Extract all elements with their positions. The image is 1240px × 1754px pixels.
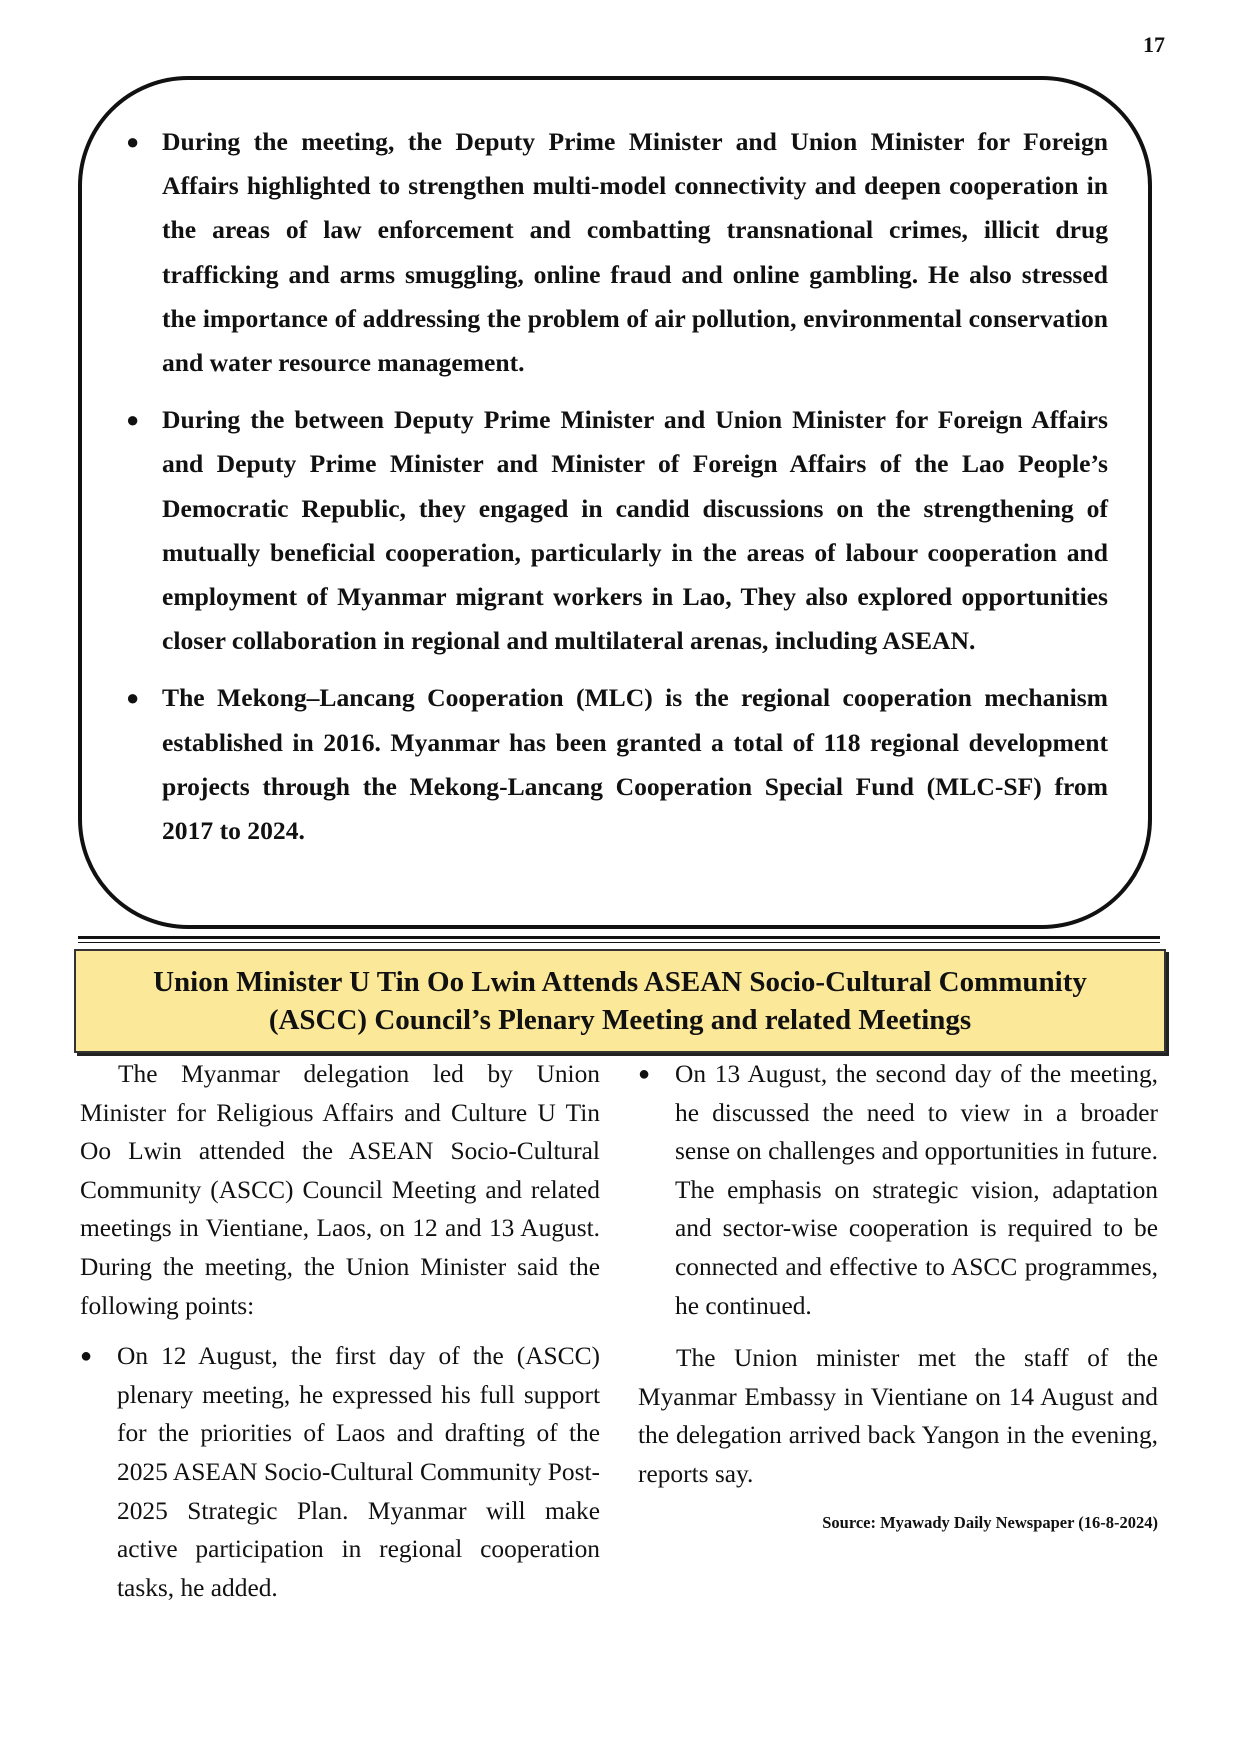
bullet-icon: ●	[80, 1345, 93, 1368]
article-intro: The Myanmar delegation led by Union Minister for Religious Affairs and Culture U Tin Oo Lwin attended the ASEAN Socio-Cultural Community (ASCC) Council Meeting and related meetings in Vientiane, Laos, on 12 and 13 August. During the meeting, the Union Minister said the following points:	[80, 1060, 600, 1320]
list-item	[126, 398, 1108, 663]
highlight-text: During the between Deputy Prime Minister and Union Minister for Foreign Affairs and Deputy Prime Minister and Minister of Foreign Affairs of the Lao People’s Democratic Republic, they engaged in candid discussions on the strengthening of mutually beneficial cooperation, particularly in the areas of labour cooperation and employment of Myanmar migrant workers in Lao, They also explored opportunities closer collaboration in regional and multilateral arenas, including ASEAN.	[162, 405, 1108, 656]
article-title: Union Minister U Tin Oo Lwin Attends ASEAN Socio-Cultural Community (ASCC) Council’s Plenary Meeting and related Meetings	[153, 966, 1087, 1036]
article-point: On 12 August, the first day of the (ASCC) plenary meeting, he expressed his full support for the priorities of Laos and drafting of the 2025 ASEAN Socio-Cultural Community Post-2025 Strategic Plan. Myanmar will make active participation in regional cooperation tasks, he added.	[117, 1342, 600, 1602]
divider	[78, 936, 1160, 943]
article-heading-box	[74, 949, 1166, 1053]
article-source: Source: Myawady Daily Newspaper (16-8-2024)	[822, 1512, 1158, 1532]
page-number: 17	[1143, 32, 1165, 57]
article-points-right	[638, 1055, 1158, 1325]
bullet-icon: ●	[126, 407, 140, 433]
bullet-icon: ●	[126, 685, 140, 711]
highlight-text: During the meeting, the Deputy Prime Minister and Union Minister for Foreign Affairs highlighted to strengthen multi-model connectivity and deepen cooperation in the areas of law enforcement and combatting transnational crimes, illicit drug trafficking and arms smuggling, online fraud and online gambling. He also stressed the importance of addressing the problem of air pollution, environmental conservation and water resource management.	[162, 127, 1108, 378]
list-item	[80, 1337, 600, 1607]
list-item	[126, 120, 1108, 385]
article-column-left	[80, 1055, 600, 1621]
list-item	[638, 1055, 1158, 1325]
article-points-left	[80, 1337, 600, 1607]
highlights-list	[126, 120, 1108, 853]
highlights-box	[78, 76, 1152, 929]
bullet-icon: ●	[638, 1063, 651, 1085]
bullet-icon: ●	[126, 129, 140, 154]
article-point: On 13 August, the second day of the meeting, he discussed the need to view in a broader sense on challenges and opportunities in future. The emphasis on strategic vision, adaptation and sector-wise cooperation is required to be connected and effective to ASCC programmes, he continued.	[675, 1060, 1159, 1320]
article-closing: The Union minister met the staff of the Myanmar Embassy in Vientiane on 14 August and the delegation arrived back Yangon in the evening, reports say.	[638, 1344, 1158, 1488]
list-item	[126, 676, 1108, 853]
highlight-text: The Mekong–Lancang Cooperation (MLC) is the regional cooperation mechanism established in 2016. Myanmar has been granted a total of 118 regional development projects through the Mekong-Lancang Cooperation Special Fund (MLC-SF) from 2017 to 2024.	[162, 683, 1108, 846]
article-column-right	[638, 1055, 1158, 1534]
